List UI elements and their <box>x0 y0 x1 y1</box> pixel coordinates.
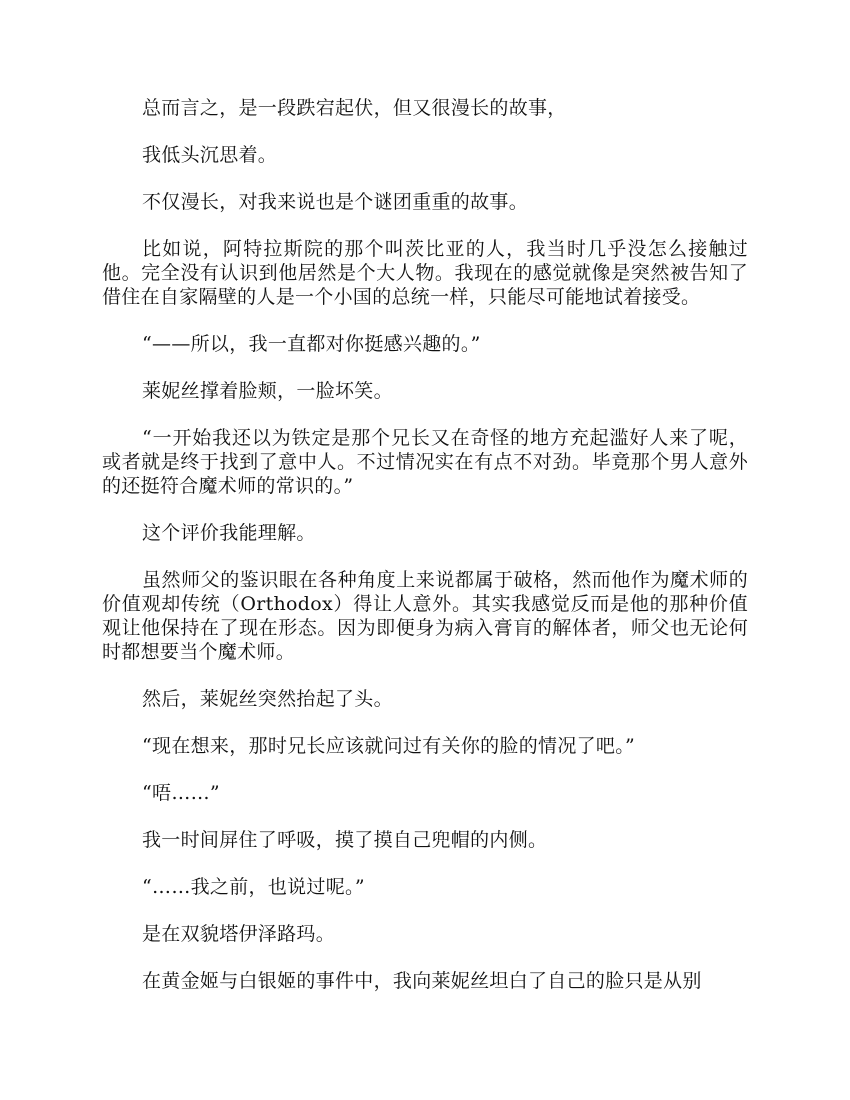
paragraph: 我一时间屏住了呼吸，摸了摸自己兜帽的内侧。 <box>142 829 548 851</box>
paragraph: 我低头沉思着。 <box>142 144 278 166</box>
paragraph: 比如说，阿特拉斯院的那个叫茨比亚的人，我当时几乎没怎么接触过他。完全没有认识到他居然是个大人物。我现在的感觉就像是突然被告知了借住在自家隔壁的人是一个小国的总统一样，只能尽可能地试着接受。 <box>102 238 748 308</box>
paragraph: 总而言之，是一段跌宕起伏，但又很漫长的故事， <box>142 97 567 119</box>
paragraph: “现在想来，那时兄长应该就问过有关你的脸的情况了吧。” <box>142 735 636 757</box>
paragraph: 是在双貌塔伊泽路玛。 <box>142 923 336 945</box>
paragraph: 然后，莱妮丝突然抬起了头。 <box>142 688 393 710</box>
paragraph: “……我之前，也说过呢。” <box>142 876 365 898</box>
paragraph: 在黄金姬与白银姬的事件中，我向莱妮丝坦白了自己的脸只是从别 <box>142 970 702 992</box>
paragraph: 虽然师父的鉴识眼在各种角度上来说都属于破格，然而他作为魔术师的价值观却传统（Orthodox）得让人意外。其实我感觉反而是他的那种价值观让他保持在了现在形态。因为即便身为病入膏肓的解体者，师父也无论何时都想要当个魔术师。 <box>102 569 748 663</box>
document-body <box>102 96 748 1016</box>
paragraph: 这个评价我能理解。 <box>142 522 316 544</box>
paragraph: “——所以，我一直都对你挺感兴趣的。” <box>142 333 481 355</box>
paragraph: 不仅漫长，对我来说也是个谜团重重的故事。 <box>142 191 529 213</box>
paragraph: “一开始我还以为铁定是那个兄长又在奇怪的地方充起滥好人来了呢，或者就是终于找到了意中人。不过情况实在有点不对劲。毕竟那个男人意外的还挺符合魔术师的常识的。” <box>102 427 748 497</box>
paragraph: “唔……” <box>142 782 220 804</box>
paragraph: 莱妮丝撑着脸颊，一脸坏笑。 <box>142 380 393 402</box>
